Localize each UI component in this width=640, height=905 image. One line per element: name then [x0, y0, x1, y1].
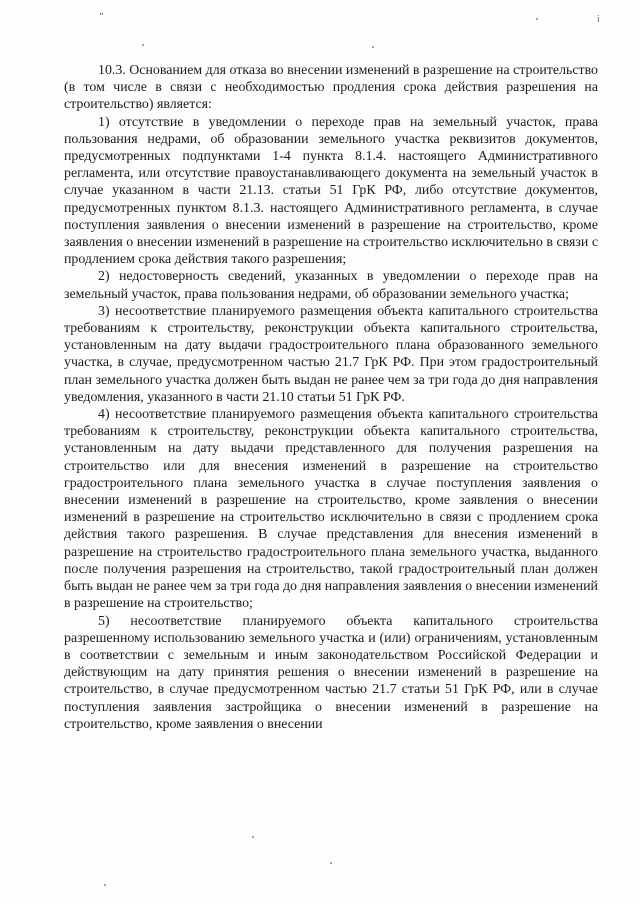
paragraph-item-3: 3) несоответствие планируемого размещения объекта капитального строительства требованиям к строительству, реконструкции объекта капитального строительства, установленным на дату выдачи градостроительного плана образованного земельного участка, в случае, предусмотренном частью 21.7 ГрК РФ. При этом градостроительный план земельного участка должен быть выдан не ранее чем за три года до дня направления уведомления, указанного в части 21.10 статьи 51 ГрК РФ.	[64, 303, 598, 405]
paragraph-item-2: 2) недостоверность сведений, указанных в уведомлении о переходе прав на земельный участок, права пользования недрами, об образовании земельного участка;	[64, 269, 598, 302]
paragraph-10-3: 10.3. Основанием для отказа во внесении изменений в разрешение на строительство (в том числе в связи с необходимостью продления срока действия разрешения на строительство) является:	[64, 63, 598, 113]
paragraph-item-1: 1) отсутствие в уведомлении о переходе прав на земельный участок, права пользования недрами, об образовании земельного участка реквизитов документов, предусмотренных подпунктами 1-4 пункта 8.1.4. настоящего Административного регламента, или отсутствие правоустанавливающего документа на земельный участок в случае указанном в части 21.13. статьи 51 ГрК РФ, либо отсутствие документов, предусмотренных пунктом 8.1.3. настоящего Административного регламента, в случае поступления заявления о внесении изменений в разрешение на строительство, кроме заявления о внесении изменений в разрешение на строительство исключительно в связи с продлением срока действия такого разрешения;	[64, 114, 598, 268]
scan-speck	[142, 44, 144, 46]
paragraph-item-5: 5) несоответствие планируемого объекта капитального строительства разрешенному использованию земельного участка и (или) ограничениям, установленным в соответствии с земельным и иным законодательством Российской Федерации и действующим на дату принятия решения о внесении изменений в разрешение на строительство, в случае предусмотренном частью 21.7 статьи 51 ГрК РФ, или в случае поступления заявления застройщика о внесении изменений в разрешение на строительство, кроме заявления о внесении	[64, 613, 598, 732]
scan-speck	[252, 836, 254, 838]
scan-speck	[330, 862, 332, 864]
document-body	[64, 62, 598, 733]
scan-speck	[536, 18, 538, 20]
paragraph-item-4: 4) несоответствие планируемого размещения объекта капитального строительства требованиям к строительству, реконструкции объекта капитального строительства, установленным на дату выдачи представленного для получения разрешения на строительство или для внесения изменений в разрешение на строительство градостроительного плана земельного участка в случае поступления заявления о внесении изменений в разрешение на строительство, кроме заявления о внесении изменений в разрешение на строительство исключительно в связи с продлением срока действия такого разрешения. В случае представления для внесения изменений в разрешение на строительство градостроительного плана земельного участка, выданного после получения разрешения на строительство, такой градостроительный план должен быть выдан не ранее чем за три года до дня направления заявления о внесении изменений в разрешение на строительство;	[64, 407, 598, 612]
scan-speck	[372, 46, 374, 48]
scan-speck	[104, 884, 106, 886]
scan-mark-top-right: i	[597, 15, 600, 25]
scan-mark-top-left: „	[99, 7, 104, 17]
